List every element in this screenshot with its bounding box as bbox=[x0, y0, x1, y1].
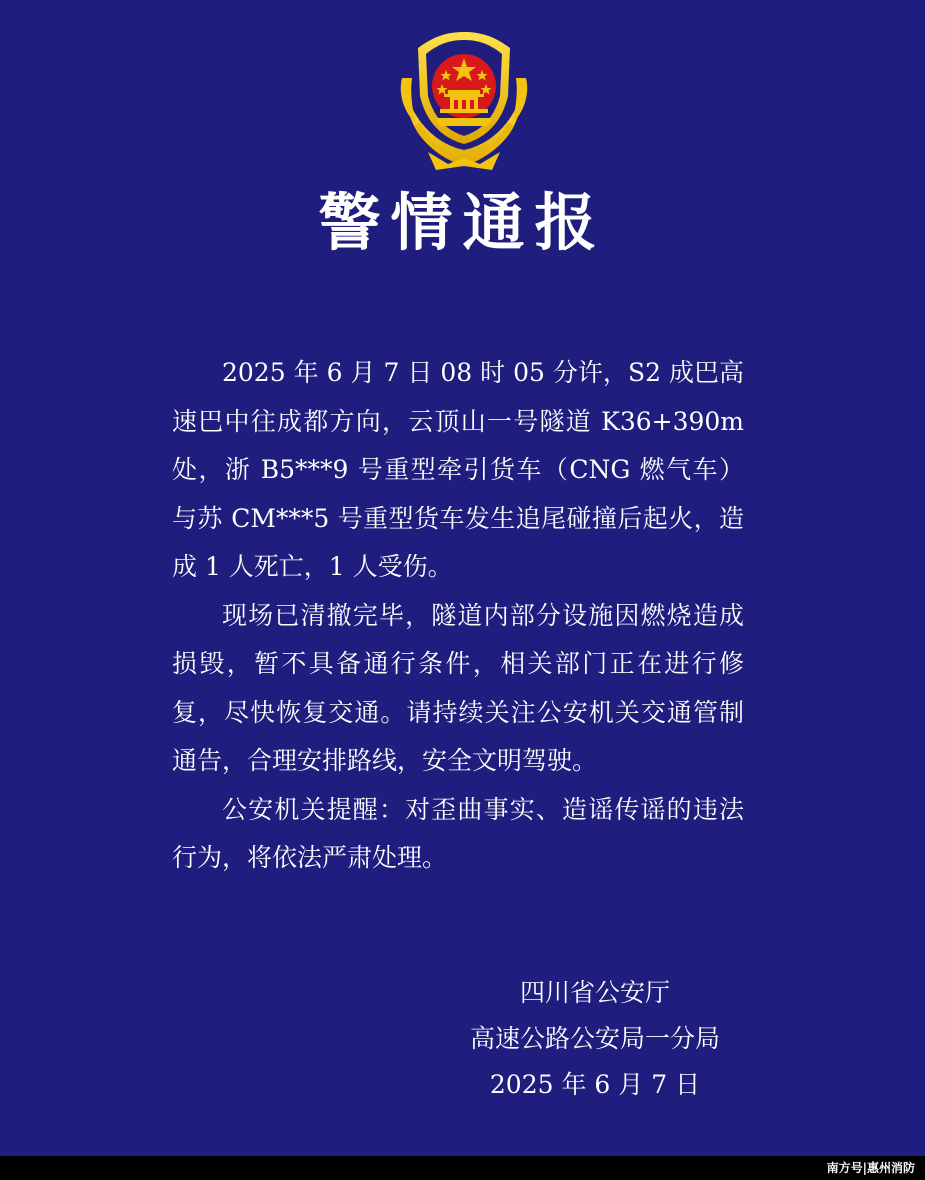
notice-title: 警情通报 bbox=[318, 186, 607, 259]
paragraph-status: 现场已清撤完毕，隧道内部分设施因燃烧造成损毁，暂不具备通行条件，相关部门正在进行修复，尽快恢复交通。请持续关注公安机关交通管制通告，合理安排路线，安全文明驾驶。 bbox=[172, 600, 744, 775]
paragraph-reminder: 公安机关提醒：对歪曲事实、造谣传谣的违法行为，将依法严肃处理。 bbox=[172, 794, 744, 872]
notice-body bbox=[172, 349, 744, 883]
paragraph-incident: 2025 年 6 月 7 日 08 时 05 分许，S2 成巴高速巴中往成都方向，云顶山一号隧道 K36+390m 处，浙 B5***9 号重型牵引货车（CNG 燃气车）与苏 CM***5 号重型货车发生追尾碰撞后起火，造成 1 人死亡，1 人受伤。 bbox=[172, 358, 744, 581]
signature-block bbox=[420, 970, 770, 1108]
signature-date: 2025 年 6 月 7 日 bbox=[489, 1070, 701, 1099]
police-emblem-icon bbox=[396, 26, 532, 172]
watermark: 南方号|惠州消防 bbox=[826, 1161, 915, 1175]
signature-org-provincial: 四川省公安厅 bbox=[519, 978, 670, 1007]
signature-org-branch: 高速公路公安局一分局 bbox=[469, 1024, 720, 1053]
